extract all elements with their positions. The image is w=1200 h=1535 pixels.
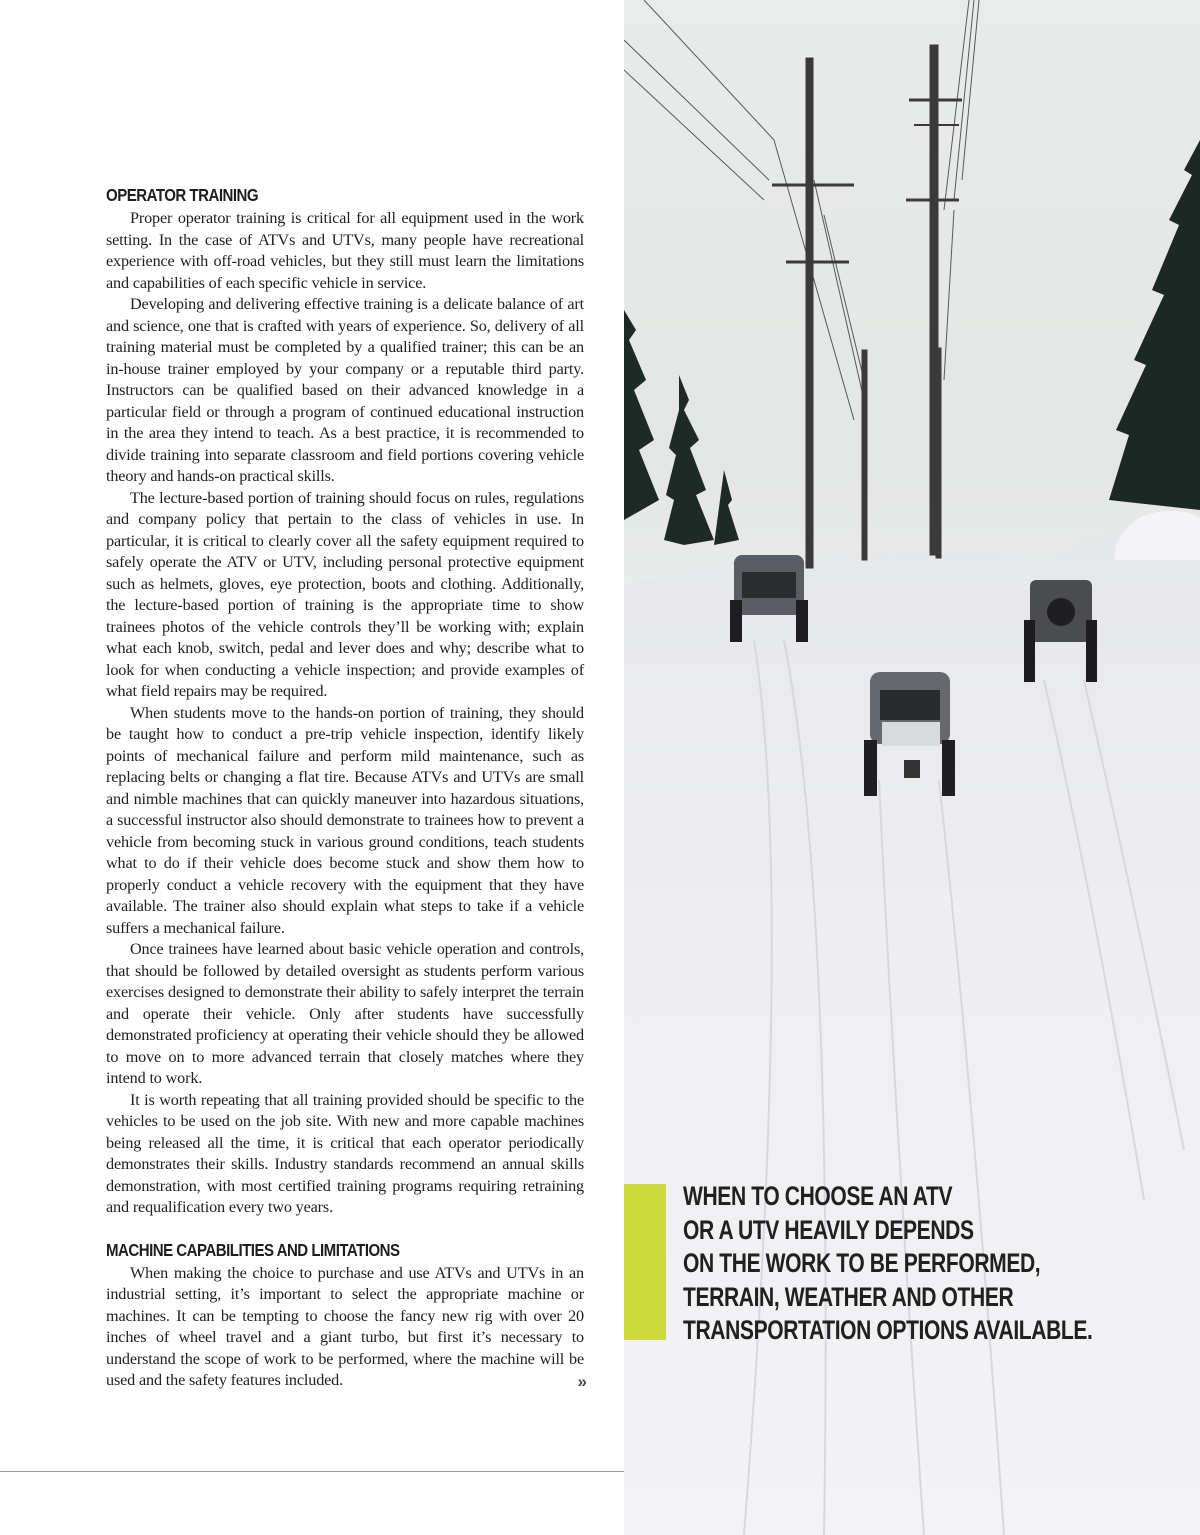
pull-quote-accent-bar [624,1184,666,1340]
bottom-divider [0,1471,624,1472]
pull-quote-line: TERRAIN, WEATHER AND OTHER [683,1281,1014,1312]
section-heading-operator-training: OPERATOR TRAINING [106,185,259,205]
paragraph: Proper operator training is critical for all equipment used in the work setting. In the case of ATVs and UTVs, many people have recreational experience with off-road vehicles, but they still must learn the limitations and capabilities of each specific vehicle in service. [106,209,584,292]
pull-quote [683,1180,1093,1348]
paragraph: Developing and delivering effective training is a delicate balance of art and science, one that is crafted with years of experience. So, delivery of all training material must be completed by a qualified trainer; this can be an in-house trainer employed by your company or a reputable third party. Instructors can be qualified based on their advanced knowledge in a particular field or through a program of continued educational instruction in the area they intend to teach. As a best practice, it is recommended to divide training into separate classroom and field portions covering vehicle theory and hands-on practical skills. [106,295,584,485]
pull-quote-line: ON THE WORK TO BE PERFORMED, [683,1248,1041,1278]
pull-quote-line: TRANSPORTATION OPTIONS AVAILABLE. [683,1315,1093,1345]
pull-quote-line: OR A UTV HEAVILY DEPENDS [683,1214,974,1245]
paragraph: Once trainees have learned about basic vehicle operation and controls, that should be followed by detailed oversight as students perform various exercises designed to demonstrate their ability to safely interpret the terrain and operate their vehicle. Only after students have successfully demonstrated proficiency at operating their vehicle should they be allowed to move on to more advanced terrain that closely matches where they intend to work. [106,940,584,1087]
final-paragraph-wrap [106,1263,584,1392]
section-heading-machine-capabilities: MACHINE CAPABILITIES AND LIMITATIONS [106,1239,400,1260]
paragraph: It is worth repeating that all training provided should be specific to the vehicles to be used on the job site. With new and more capable machines being released all the time, it is critical that each operator periodically demonstrates their skills. Industry standards recommend an annual skills demonstration, with most certified training programs requiring retraining and requalification every two years. [106,1090,584,1216]
paragraph: The lecture-based portion of training should focus on rules, regulations and company policy that pertain to the class of vehicles in use. In particular, it is critical to clearly cover all the safety equipment required to safely operate the ATV or UTV, including personal protective equipment such as helmets, gloves, eye protection, boots and clothing. Additionally, the lecture-based portion of training is the appropriate time to show trainees photos of the vehicle controls they’ll be working with; explain what each knob, switch, pedal and lever does and why; describe what to look for when conducting a vehicle inspection; and provide examples of what field repairs may be required. [106,488,584,700]
paragraph: When making the choice to purchase and use ATVs and UTVs in an industrial setting, it’s important to select the appropriate machine or machines. It can be tempting to choose the fancy new rig with over 20 inches of wheel travel and a giant turbo, but first it’s necessary to understand the scope of work to be performed, where the machine will be used and the safety features included. [106,1263,584,1389]
pull-quote-line: WHEN TO CHOOSE AN ATV [683,1181,953,1211]
article-column [106,184,584,1392]
paragraph: When students move to the hands-on portion of training, they should be taught how to conduct a pre-trip vehicle inspection, identify likely points of mechanical failure and perform mild maintenance, such as replacing belts or changing a flat tire. Because ATVs and UTVs are small and nimble machines that can quickly maneuver into hazardous situations, a successful instructor also should demonstrate to trainees how to prevent a vehicle from becoming stuck in various ground conditions, teach students what to do if their vehicle does become stuck and show them how to properly conduct a vehicle recovery with the equipment that they have available. The trainer also should explain what steps to take if a vehicle suffers a mechanical failure. [106,703,584,937]
continue-arrow-icon: » [577,1371,584,1391]
